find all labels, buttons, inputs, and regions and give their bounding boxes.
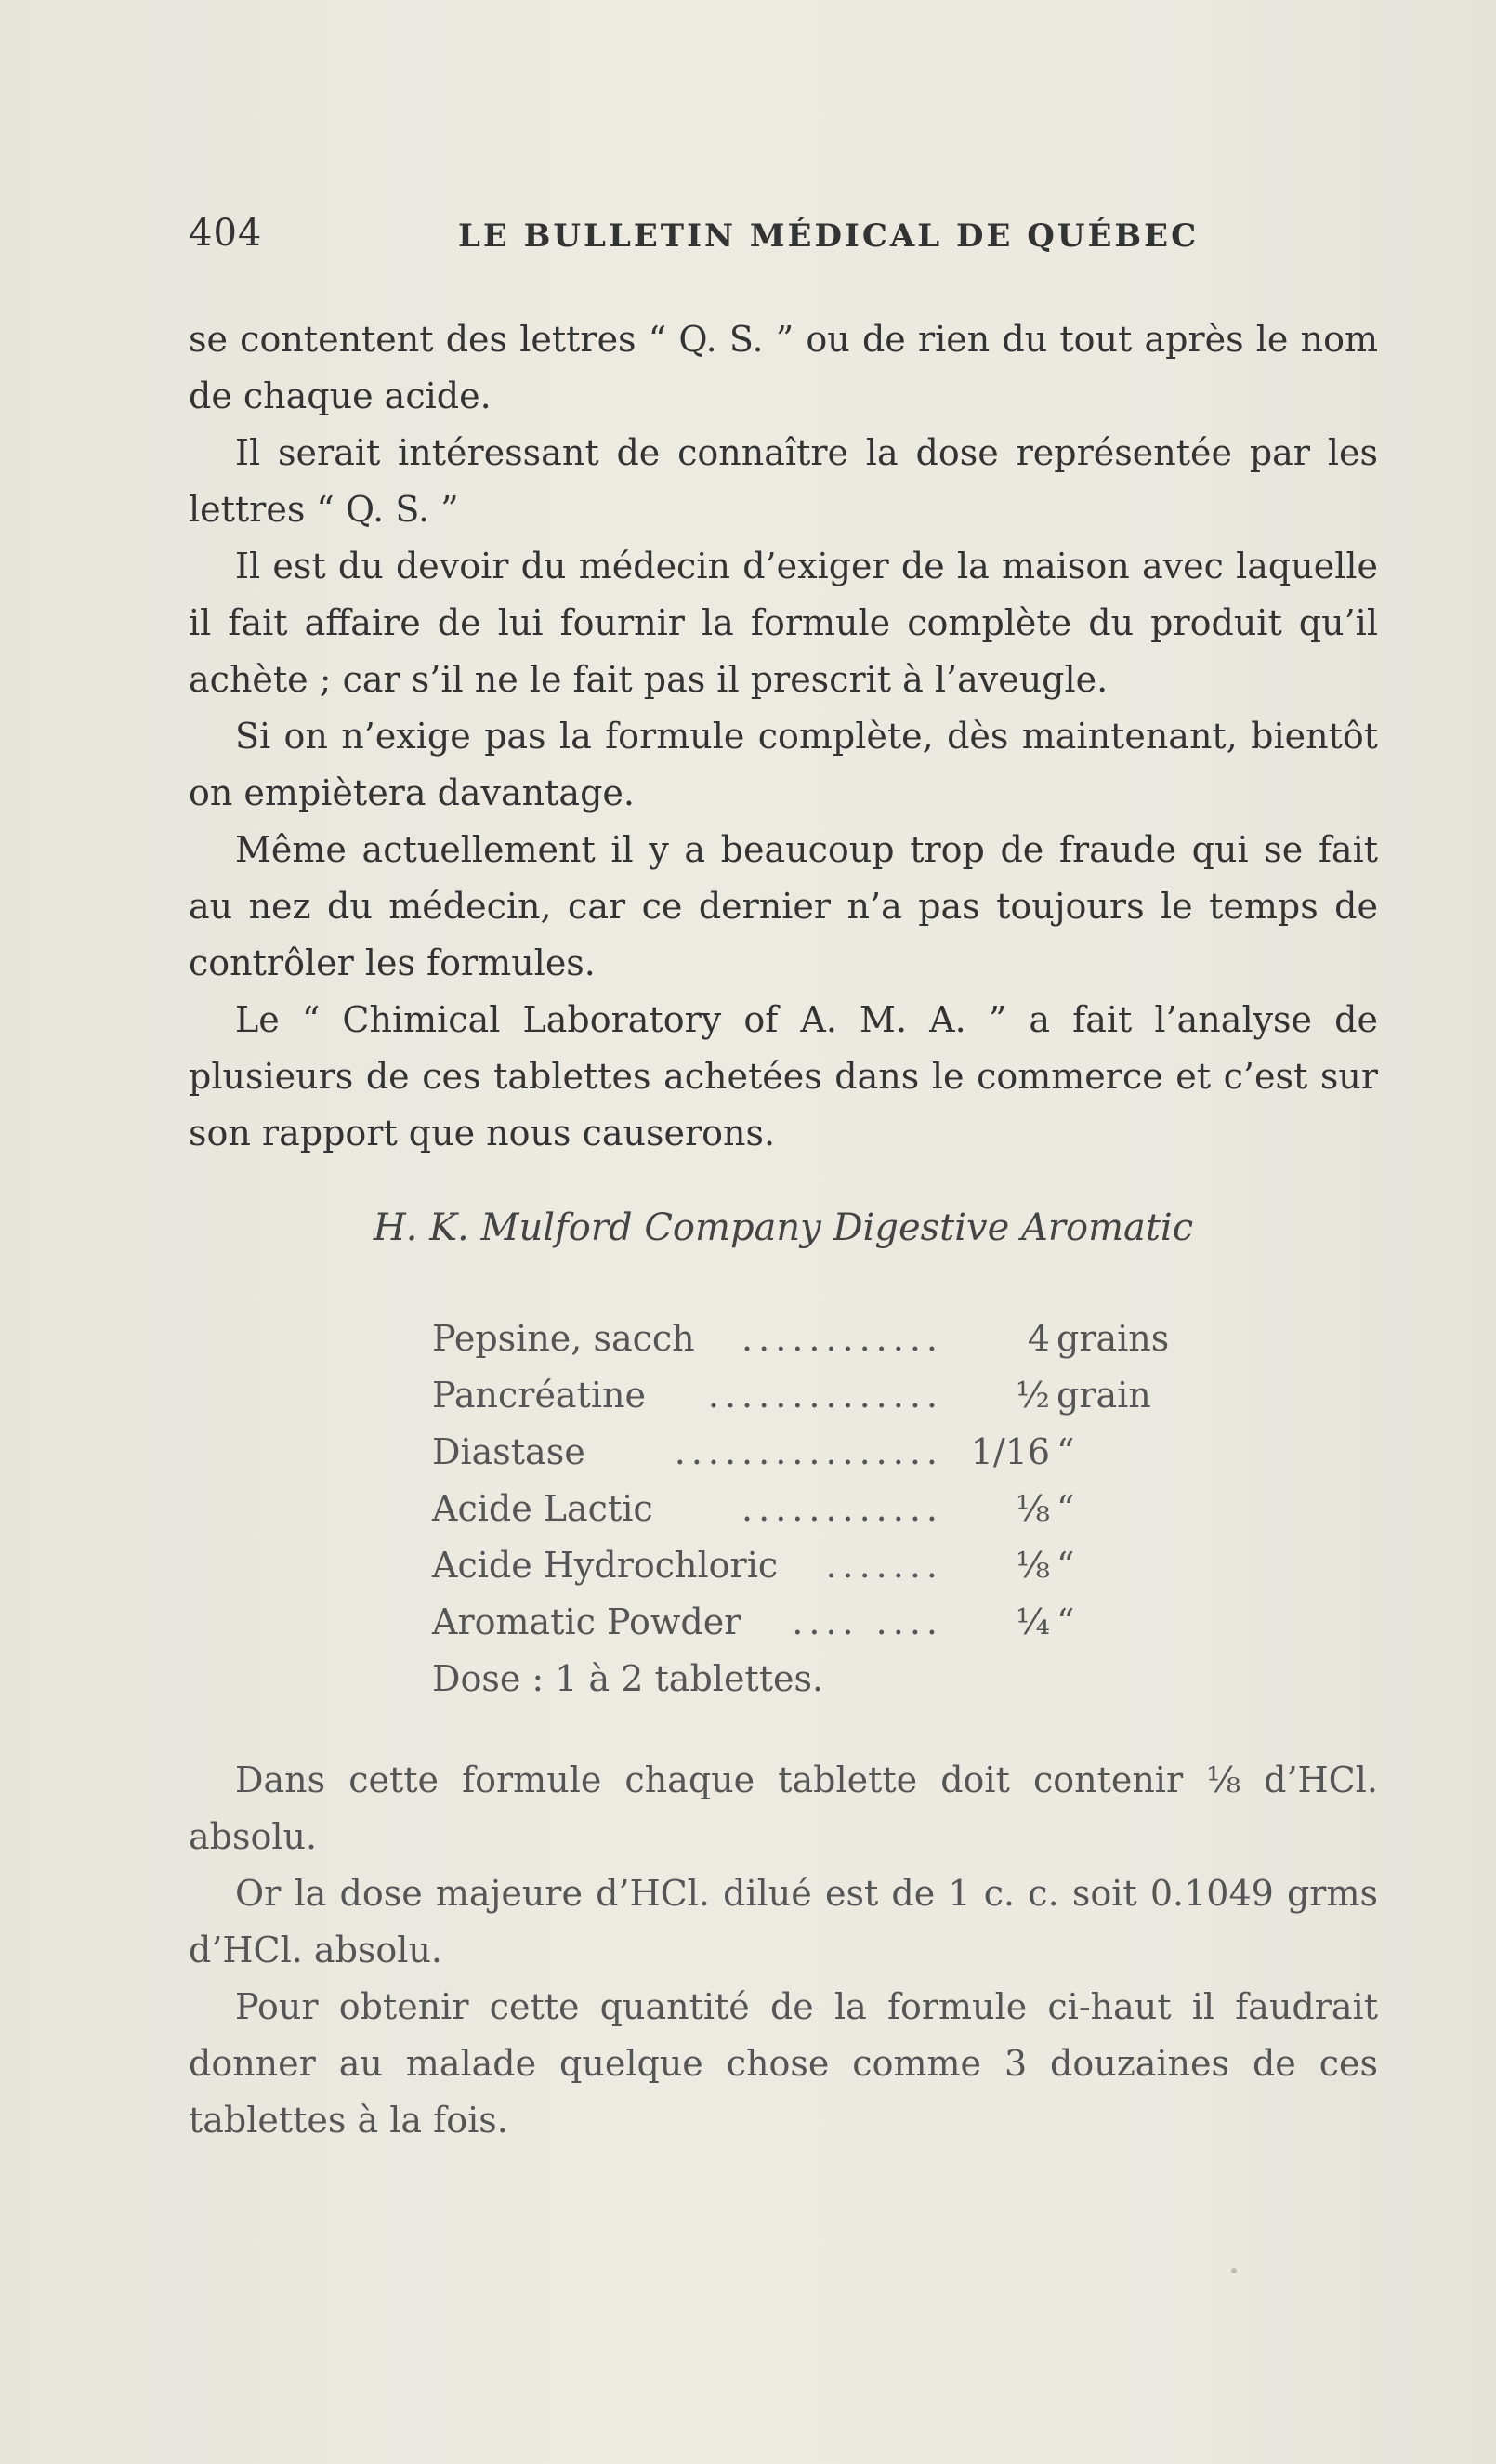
lower-text-block [189,1752,1378,2149]
page-header [189,212,1378,268]
formula-row [432,1424,1175,1481]
formula-table [432,1311,1175,1707]
formula-title: H. K. Mulford Company Digestive Aromatic [373,1206,1194,1249]
running-title: LE BULLETIN MÉDICAL DE QUÉBEC [458,217,1200,255]
leader-dots: .............. [707,1375,943,1416]
ingredient-unit: “ [1056,1601,1075,1642]
formula-row [432,1594,1175,1651]
formula-row [432,1537,1175,1594]
ingredient-name: Diastase [432,1431,585,1472]
dose-line: Dose : 1 à 2 tablettes. [432,1658,824,1699]
ingredient-name: Pancréatine [432,1375,646,1416]
ingredient-name: Acide Lactic [432,1488,653,1529]
paragraph: Pour obtenir cette quantité de la formule ci-haut il faudrait donner au malade quelque chose comme 3 douzaines de ces tablettes à la fois. [189,1986,1378,2141]
upper-text-block [189,311,1378,1162]
ingredient-unit: “ [1056,1545,1075,1586]
leader-dots: ....... [825,1545,943,1586]
ingredient-unit: “ [1056,1488,1075,1529]
formula-row [432,1367,1175,1424]
paragraph: Le “ Chimical Laboratory of A. M. A. ” a fait l’analyse de plusieurs de ces tablettes achetées dans le commerce et c’est sur son rapport que nous causerons. [189,999,1378,1153]
paper-speck [1231,2268,1237,2273]
ingredient-name: Pepsine, sacch [432,1318,695,1359]
paragraph: se contentent des lettres “ Q. S. ” ou de rien du tout après le nom de chaque acide. [189,319,1378,416]
formula-row [432,1481,1175,1537]
ingredient-name: Aromatic Powder [432,1601,741,1642]
ingredient-unit: grains [1056,1318,1170,1359]
ingredient-name: Acide Hydrochloric [432,1545,779,1586]
ingredient-unit: grain [1056,1375,1151,1416]
leader-dots: .... .... [792,1601,943,1642]
ingredient-quantity: ½ [1016,1375,1050,1416]
ingredient-quantity: ¼ [1016,1601,1050,1642]
formula-row [432,1311,1175,1367]
leader-dots: ............ [741,1488,943,1529]
page-number: 404 [189,212,263,255]
ingredient-quantity: ⅛ [1016,1488,1050,1529]
paragraph: Même actuellement il y a beaucoup trop de fraude qui se fait au nez du médecin, car ce dernier n’a pas toujours le temps de contrôler les formules. [189,829,1378,983]
ingredient-quantity: ⅛ [1016,1545,1050,1586]
paragraph: Il est du devoir du médecin d’exiger de la maison avec laquelle il fait affaire de lui fournir la formule complète du produit qu’il achète ; car s’il ne le fait pas il prescrit à l’aveugle. [189,546,1378,700]
ingredient-unit: “ [1056,1431,1075,1472]
ingredient-quantity: 4 [1027,1318,1050,1359]
paragraph: Or la dose majeure d’HCl. dilué est de 1 c. c. soit 0.1049 grms d’HCl. absolu. [189,1873,1378,1970]
leader-dots: ................ [674,1431,943,1472]
paragraph: Dans cette formule chaque tablette doit contenir ⅛ d’HCl. absolu. [189,1759,1378,1857]
leader-dots: ............ [741,1318,943,1359]
ingredient-quantity: 1/16 [970,1431,1050,1472]
paragraph: Il serait intéressant de connaître la dose représentée par les lettres “ Q. S. ” [189,432,1378,530]
paragraph: Si on n’exige pas la formule complète, dès maintenant, bientôt on empiètera davantage. [189,716,1378,813]
